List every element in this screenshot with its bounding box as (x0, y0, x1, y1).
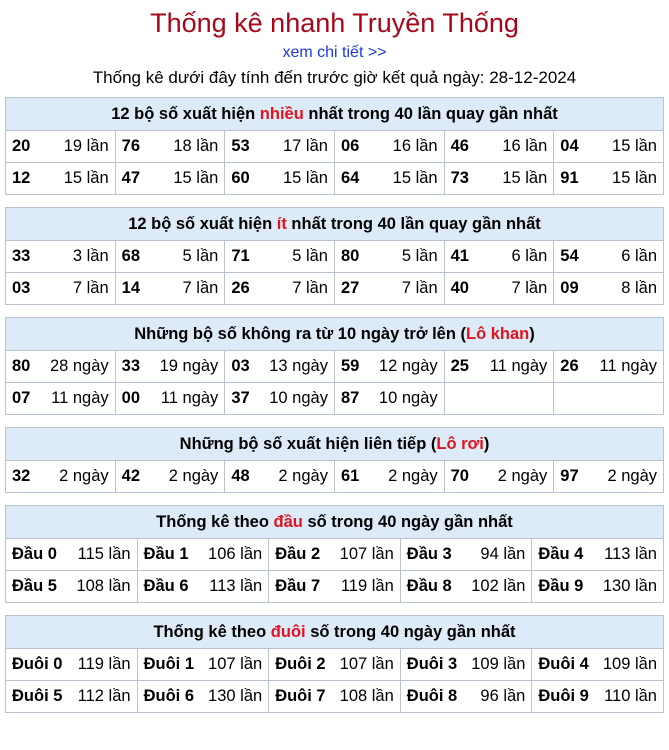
occurrence-count: 130 lần (602, 577, 657, 595)
occurrence-count: 15 lần (392, 169, 438, 187)
occurrence-count: 7 lần (72, 279, 109, 297)
occurrence-count: 94 lần (480, 545, 526, 563)
occurrence-count: 96 lần (480, 687, 526, 705)
lottery-number: 70 (450, 467, 469, 485)
occurrence-count: 2 ngày (59, 467, 109, 485)
digit-label: Đầu 0 (12, 545, 57, 563)
digit-label: Đuôi 8 (406, 687, 458, 705)
stat-cell (6, 241, 116, 273)
lottery-number: 07 (12, 389, 31, 407)
stat-cell (115, 241, 225, 273)
occurrence-count: 108 lần (339, 687, 394, 705)
stat-cell (137, 539, 269, 571)
stat-cell (334, 351, 444, 383)
lottery-number: 27 (340, 279, 360, 297)
occurrence-count: 11 ngày (599, 357, 657, 375)
digit-label: Đầu 1 (143, 545, 189, 563)
stat-cell (554, 131, 664, 163)
stat-cell (400, 539, 532, 571)
details-link[interactable]: xem chi tiết >> (282, 44, 387, 61)
stat-cell (444, 273, 554, 305)
stat-cell (115, 351, 225, 383)
occurrence-count: 15 lần (173, 169, 219, 187)
lottery-number: 26 (231, 279, 250, 297)
occurrence-count: 107 lần (339, 655, 394, 673)
occurrence-count: 130 lần (208, 687, 263, 705)
stat-cell (444, 351, 554, 383)
lottery-number: 41 (450, 247, 469, 265)
stat-cell (137, 681, 269, 713)
most-frequent-row (6, 163, 664, 195)
occurrence-count: 7 lần (182, 279, 219, 297)
lottery-number: 54 (560, 247, 579, 265)
digit-label: Đuôi 2 (275, 655, 326, 673)
lottery-number: 73 (450, 169, 469, 187)
page-subtitle: Thống kê dưới đây tính đến trước giờ kết quả ngày: 28-12-2024 (92, 68, 577, 87)
stat-cell (6, 273, 116, 305)
occurrence-count: 2 ngày (607, 467, 657, 485)
stat-cell (225, 163, 335, 195)
lottery-number: 46 (450, 137, 469, 155)
stat-cell (444, 461, 554, 493)
stat-cell (225, 241, 335, 273)
least-frequent-table (5, 207, 664, 305)
lottery-number: 53 (231, 137, 250, 155)
stat-cell (334, 383, 444, 415)
stat-cell (444, 241, 554, 273)
lottery-number: 20 (12, 137, 31, 155)
lottery-number: 03 (12, 279, 31, 297)
stat-cell (115, 131, 225, 163)
stat-cell (554, 241, 664, 273)
stat-cell (532, 681, 664, 713)
digit-label: Đuôi 9 (538, 687, 589, 705)
stat-cell (225, 131, 335, 163)
lo-roi-table (5, 427, 664, 493)
occurrence-count: 16 lần (502, 137, 548, 155)
stat-cell (554, 163, 664, 195)
stat-cell (115, 273, 225, 305)
stat-cell (269, 571, 401, 603)
lo-khan-heading: Những bộ số không ra từ 10 ngày trở lên (Lô khan) (6, 318, 664, 351)
digit-label: Đầu 6 (143, 577, 189, 595)
digit-label: Đầu 7 (275, 577, 321, 595)
most-frequent-row (6, 131, 664, 163)
digit-label: Đuôi 6 (143, 687, 195, 705)
lottery-number: 42 (121, 467, 141, 485)
lottery-number: 32 (12, 467, 31, 485)
lo-roi-heading: Những bộ số xuất hiện liên tiếp (Lô rơi) (6, 428, 664, 461)
lottery-number: 76 (121, 137, 141, 155)
occurrence-count: 109 lần (602, 655, 657, 673)
lottery-number: 59 (340, 357, 360, 375)
stat-cell (6, 539, 138, 571)
occurrence-count: 15 lần (63, 169, 109, 187)
stat-cell (269, 681, 401, 713)
stat-cell (400, 681, 532, 713)
occurrence-count: 10 ngày (269, 389, 328, 407)
stat-cell (137, 649, 269, 681)
lo-khan-row (6, 351, 664, 383)
stat-cell (444, 163, 554, 195)
stat-cell (532, 539, 664, 571)
occurrence-count: 13 ngày (269, 357, 328, 375)
stat-cell (6, 131, 116, 163)
occurrence-count: 19 lần (63, 137, 109, 155)
lo-khan-table (5, 317, 664, 415)
lottery-number: 04 (560, 137, 579, 155)
occurrence-count: 106 lần (208, 545, 263, 563)
digit-label: Đầu 8 (406, 577, 452, 595)
lottery-number: 97 (560, 467, 579, 485)
occurrence-count: 12 ngày (378, 357, 438, 375)
occurrence-count: 11 ngày (160, 389, 219, 407)
lottery-number: 71 (231, 247, 250, 265)
occurrence-count: 15 lần (502, 169, 548, 187)
least-frequent-row (6, 241, 664, 273)
stat-cell (225, 461, 335, 493)
stat-cell (334, 461, 444, 493)
lo-khan-row (6, 383, 664, 415)
occurrence-count: 5 lần (401, 247, 438, 265)
lottery-number: 48 (231, 467, 250, 485)
occurrence-count: 11 ngày (51, 389, 109, 407)
digit-label: Đầu 4 (538, 545, 584, 563)
occurrence-count: 28 ngày (49, 357, 109, 375)
lottery-number: 80 (340, 247, 360, 265)
digit-label: Đầu 9 (538, 577, 584, 595)
tail-digit-row (6, 649, 664, 681)
most-frequent-table (5, 97, 664, 195)
stat-cell (554, 383, 664, 415)
lottery-number: 00 (121, 389, 141, 407)
lottery-number: 03 (231, 357, 250, 375)
stat-cell (554, 461, 664, 493)
stat-cell (225, 351, 335, 383)
occurrence-count: 2 ngày (388, 467, 438, 485)
occurrence-count: 112 lần (77, 687, 131, 705)
stat-cell (6, 383, 116, 415)
stat-cell (6, 351, 116, 383)
occurrence-count: 15 lần (612, 137, 657, 155)
occurrence-count: 2 ngày (278, 467, 328, 485)
least-frequent-row (6, 273, 664, 305)
occurrence-count: 7 lần (292, 279, 328, 297)
occurrence-count: 110 lần (604, 687, 657, 705)
stat-cell (334, 241, 444, 273)
page-header (0, 0, 669, 90)
stat-cell (400, 649, 532, 681)
lottery-number: 33 (121, 357, 141, 375)
stat-cell (444, 383, 554, 415)
stat-cell (137, 571, 269, 603)
occurrence-count: 3 lần (72, 247, 109, 265)
occurrence-count: 115 lần (77, 545, 131, 563)
stat-cell (6, 163, 116, 195)
lottery-number: 61 (340, 467, 360, 485)
tail-digit-table (5, 615, 664, 713)
lottery-number: 26 (560, 357, 579, 375)
lottery-number: 06 (340, 137, 360, 155)
stat-cell (225, 273, 335, 305)
occurrence-count: 107 lần (339, 545, 394, 563)
occurrence-count: 119 lần (340, 577, 394, 595)
digit-label: Đầu 5 (12, 577, 57, 595)
lottery-number: 60 (231, 169, 250, 187)
stat-cell (532, 649, 664, 681)
digit-label: Đuôi 0 (12, 655, 63, 673)
stat-cell (269, 539, 401, 571)
lottery-number: 64 (340, 169, 360, 187)
stat-cell (554, 273, 664, 305)
stat-cell (115, 163, 225, 195)
digit-label: Đuôi 1 (143, 655, 195, 673)
digit-label: Đuôi 4 (538, 655, 589, 673)
lottery-number: 14 (121, 279, 141, 297)
lottery-number: 47 (121, 169, 141, 187)
occurrence-count: 11 ngày (489, 357, 548, 375)
lottery-number: 25 (450, 357, 469, 375)
lottery-number: 37 (231, 389, 250, 407)
lottery-number: 68 (121, 247, 141, 265)
stat-cell (269, 649, 401, 681)
stat-cell (444, 131, 554, 163)
digit-label: Đuôi 5 (12, 687, 63, 705)
most-frequent-heading: 12 bộ số xuất hiện nhiều nhất trong 40 lần quay gần nhất (6, 98, 664, 131)
digit-label: Đầu 2 (275, 545, 321, 563)
occurrence-count: 19 ngày (159, 357, 219, 375)
occurrence-count: 119 lần (77, 655, 131, 673)
head-digit-heading: Thống kê theo đầu số trong 40 ngày gần nhất (6, 506, 664, 539)
stat-cell (115, 383, 225, 415)
occurrence-count: 16 lần (392, 137, 438, 155)
stat-cell (400, 571, 532, 603)
occurrence-count: 7 lần (401, 279, 438, 297)
lo-roi-row (6, 461, 664, 493)
occurrence-count: 5 lần (292, 247, 328, 265)
occurrence-count: 8 lần (621, 279, 657, 297)
occurrence-count: 6 lần (511, 247, 548, 265)
tail-digit-heading: Thống kê theo đuôi số trong 40 ngày gần nhất (6, 616, 664, 649)
least-frequent-heading: 12 bộ số xuất hiện ít nhất trong 40 lần quay gần nhất (6, 208, 664, 241)
occurrence-count: 15 lần (283, 169, 328, 187)
occurrence-count: 102 lần (471, 577, 526, 595)
stat-cell (532, 571, 664, 603)
digit-label: Đuôi 7 (275, 687, 326, 705)
occurrence-count: 6 lần (621, 247, 657, 265)
stat-cell (115, 461, 225, 493)
occurrence-count: 10 ngày (378, 389, 438, 407)
occurrence-count: 7 lần (511, 279, 548, 297)
occurrence-count: 107 lần (208, 655, 263, 673)
lottery-number: 40 (450, 279, 469, 297)
stat-cell (554, 351, 664, 383)
head-digit-row (6, 571, 664, 603)
head-digit-table (5, 505, 664, 603)
tail-digit-row (6, 681, 664, 713)
stat-cell (334, 131, 444, 163)
occurrence-count: 113 lần (604, 545, 657, 563)
occurrence-count: 113 lần (209, 577, 263, 595)
occurrence-count: 18 lần (173, 137, 219, 155)
occurrence-count: 17 lần (283, 137, 328, 155)
stat-cell (334, 273, 444, 305)
lottery-number: 87 (340, 389, 360, 407)
occurrence-count: 2 ngày (168, 467, 219, 485)
occurrence-count: 108 lần (76, 577, 131, 595)
stat-cell (6, 461, 116, 493)
lottery-number: 09 (560, 279, 579, 297)
occurrence-count: 2 ngày (497, 467, 548, 485)
stat-cell (6, 649, 138, 681)
stat-cell (225, 383, 335, 415)
page-title: Thống kê nhanh Truyền Thống (150, 8, 519, 38)
lottery-number: 12 (12, 169, 31, 187)
head-digit-row (6, 539, 664, 571)
stat-cell (334, 163, 444, 195)
occurrence-count: 109 lần (471, 655, 526, 673)
digit-label: Đầu 3 (406, 545, 452, 563)
lottery-number: 80 (12, 357, 31, 375)
occurrence-count: 5 lần (182, 247, 219, 265)
lottery-number: 91 (560, 169, 579, 187)
lottery-number: 33 (12, 247, 31, 265)
occurrence-count: 15 lần (612, 169, 657, 187)
digit-label: Đuôi 3 (406, 655, 458, 673)
stat-cell (6, 571, 138, 603)
stat-cell (6, 681, 138, 713)
